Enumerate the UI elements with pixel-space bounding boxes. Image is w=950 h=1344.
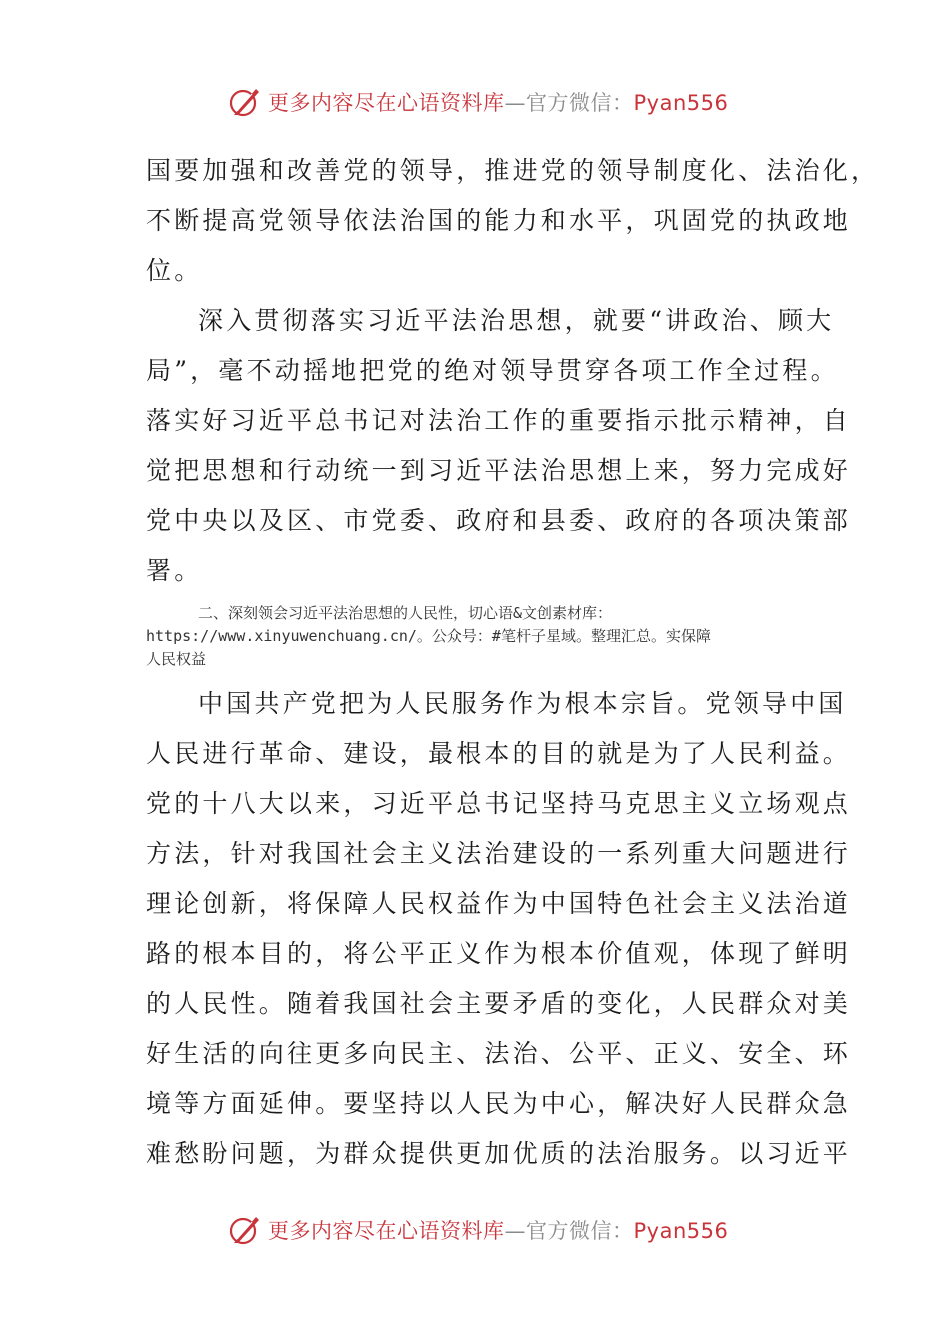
text-line: 难愁盼问题，为群众提供更加优质的法治服务。以习近平 (146, 1139, 852, 1168)
text-line: 局”，毫不动摇地把党的绝对领导贯穿各项工作全过程。 (146, 356, 839, 385)
text-line: 好生活的向往更多向民主、法治、公平、正义、安全、环 (146, 1039, 852, 1068)
text-line: 理论创新，将保障人民权益作为中国特色社会主义法治道 (146, 889, 852, 918)
banner-wechat-label: 官方微信： (526, 1219, 634, 1243)
quill-logo-icon (228, 85, 262, 119)
banner-separator: — (504, 91, 526, 115)
text-line: 国要加强和改善党的领导，推进党的领导制度化、法治化， (146, 156, 880, 185)
section-heading (146, 602, 796, 671)
header-banner (228, 82, 748, 122)
text-line: 深入贯彻落实习近平法治思想，就要“讲政治、顾大 (198, 306, 835, 335)
banner-wechat-id: Pyan556 (633, 1219, 729, 1243)
heading-line: 人民权益 (146, 650, 207, 668)
text-line: 中国共产党把为人民服务作为根本宗旨。党领导中国 (198, 689, 847, 718)
text-line: 不断提高党领导依法治国的能力和水平，巩固党的执政地 (146, 206, 852, 235)
banner-text (268, 87, 728, 117)
paragraph-2 (146, 296, 852, 596)
text-line: 人民进行革命、建设，最根本的目的就是为了人民利益。 (146, 739, 852, 768)
paragraph-1 (146, 146, 880, 296)
footer-banner (228, 1210, 748, 1250)
text-line: 方法，针对我国社会主义法治建设的一系列重大问题进行 (146, 839, 852, 868)
text-line: 境等方面延伸。要坚持以人民为中心，解决好人民群众急 (146, 1089, 852, 1118)
paragraph-3 (146, 679, 852, 1179)
text-line: 署。 (146, 556, 203, 585)
text-line: 党的十八大以来，习近平总书记坚持马克思主义立场观点 (146, 789, 852, 818)
banner-main-text: 更多内容尽在心语资料库 (268, 91, 505, 115)
banner-separator: — (504, 1219, 526, 1243)
text-line: 的人民性。随着我国社会主要矛盾的变化，人民群众对美 (146, 989, 852, 1018)
text-line: 党中央以及区、市党委、政府和县委、政府的各项决策部 (146, 506, 852, 535)
banner-wechat-label: 官方微信： (526, 91, 634, 115)
banner-wechat-id: Pyan556 (633, 91, 729, 115)
text-line: 落实好习近平总书记对法治工作的重要指示批示精神，自 (146, 406, 852, 435)
text-line: 觉把思想和行动统一到习近平法治思想上来，努力完成好 (146, 456, 852, 485)
banner-text (268, 1215, 728, 1245)
banner-main-text: 更多内容尽在心语资料库 (268, 1219, 505, 1243)
quill-logo-icon (228, 1213, 262, 1247)
heading-line: https://www.xinyuwenchuang.cn/。公众号：#笔杆子星域。整理汇总。实保障 (146, 627, 711, 645)
document-body (146, 146, 880, 1179)
text-line: 路的根本目的，将公平正义作为根本价值观，体现了鲜明 (146, 939, 852, 968)
text-line: 位。 (146, 256, 203, 285)
heading-line: 二、深刻领会习近平法治思想的人民性，切心语&文创素材库： (198, 604, 613, 622)
